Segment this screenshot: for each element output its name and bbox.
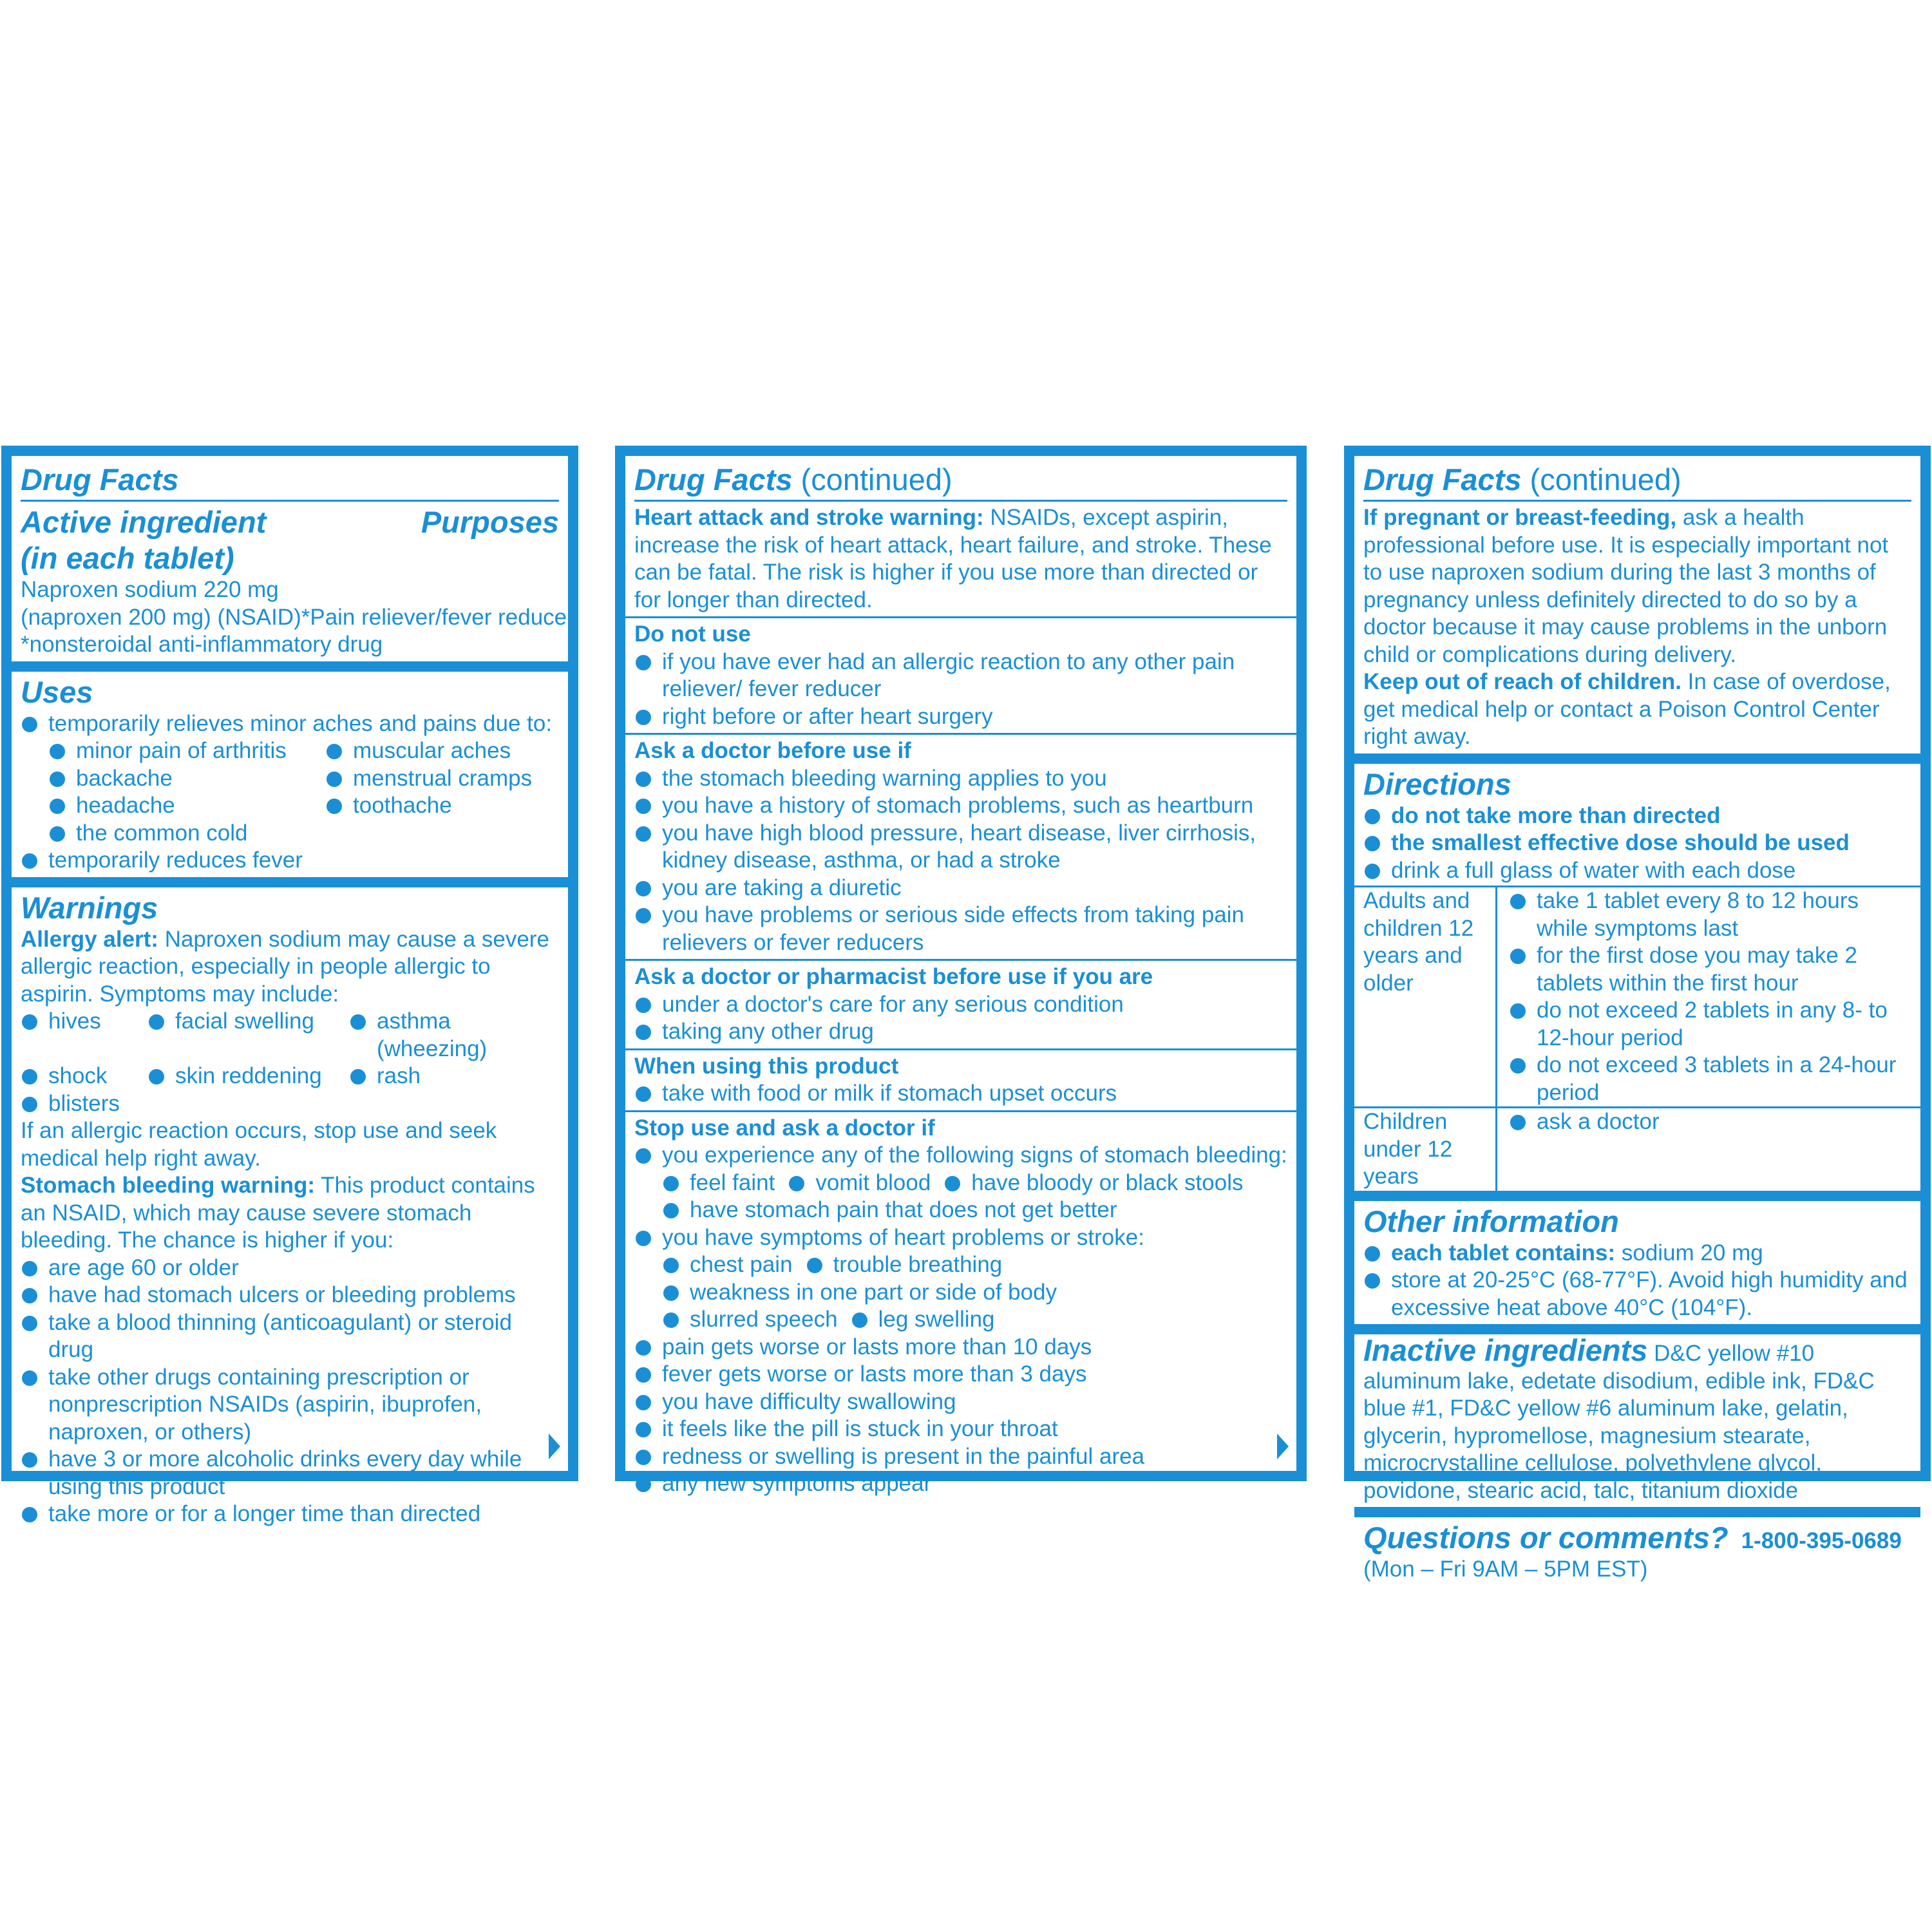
hours: (Mon – Fri 9AM – 5PM EST) xyxy=(1363,1557,1648,1582)
divider xyxy=(12,877,568,887)
active-ingredient-heading-line2: (in each tablet) xyxy=(21,541,234,575)
list-item: ask a doctor xyxy=(1509,1108,1914,1136)
inactive-ingredients-text: D&C yellow #10 aluminum lake, edetate disodium, edible ink, FD&C blue #1, FD&C yellow #6 aluminum lake, gelatin, glycerin, hypromellose, magnesium stearate, microcrystalline cellulose, polyethylene glycol, povidone, stearic acid, talc, titanium dioxide xyxy=(1363,1341,1875,1503)
active-ingredient-header xyxy=(21,504,559,576)
pregnancy-warning xyxy=(1363,504,1911,668)
list-item: have stomach pain that does not get better xyxy=(662,1197,1287,1224)
directions-table xyxy=(1354,886,1920,1191)
list-item: the common cold xyxy=(48,820,325,848)
list-item: right before or after heart surgery xyxy=(634,703,1287,731)
list-item: you have problems or serious side effects from taking pain relievers or fever reducers xyxy=(634,902,1287,956)
divider xyxy=(625,616,1296,618)
list-item: fever gets worse or lasts more than 3 days xyxy=(634,1361,1287,1388)
continued-label: (continued) xyxy=(1521,462,1681,497)
divider xyxy=(1354,1191,1920,1201)
stomach-text: This product contains an NSAID, which may cause severe stomach bleeding. The chance is higher if you: xyxy=(21,1173,535,1253)
purpose-text: Pain reliever/fever reducer xyxy=(310,604,574,630)
divider xyxy=(625,1048,1296,1050)
drug-facts-panel-2 xyxy=(615,446,1307,1496)
keep-out-text: In case of overdose, get medical help or contact a Poison Control Center right away. xyxy=(1363,669,1891,749)
uses-heading: Uses xyxy=(21,674,93,709)
list-item: take more or for a longer time than directed xyxy=(21,1501,559,1528)
divider xyxy=(1354,753,1920,764)
uses-intro: temporarily relieves minor aches and pains due to: xyxy=(21,710,559,738)
list-item: you experience any of the following signs of stomach bleeding: xyxy=(634,1142,1287,1170)
stomach-list xyxy=(21,1255,559,1528)
stop-use-heading: Stop use and ask a doctor if xyxy=(634,1115,935,1141)
divider xyxy=(625,733,1296,735)
list-item: take other drugs containing prescription or nonprescription NSAIDs (aspirin, ibuprofen, naproxen, or others) xyxy=(21,1364,559,1446)
keep-out-warning xyxy=(1363,668,1911,751)
adults-label: Adults and children 12 years and older xyxy=(1354,887,1497,1106)
divider xyxy=(1354,1507,1920,1517)
list-item: for the first dose you may take 2 tablets within the first hour xyxy=(1509,942,1914,997)
list-item: you have high blood pressure, heart disease, liver cirrhosis, kidney disease, asthma, or had a stroke xyxy=(634,820,1287,875)
each-tablet-label: each tablet contains: xyxy=(1391,1240,1616,1265)
ingredient-line1: Naproxen sodium 220 mg xyxy=(21,577,279,602)
questions-row xyxy=(1363,1520,1911,1556)
bleed-signs xyxy=(662,1170,1287,1197)
continue-arrow-icon xyxy=(549,1434,560,1459)
list-item: you are taking a diuretic xyxy=(634,875,1287,902)
footnote: *nonsteroidal anti-inflammatory drug xyxy=(21,632,383,657)
warnings-heading: Warnings xyxy=(21,890,158,925)
divider xyxy=(625,959,1296,961)
drug-facts-title-text: Drug Facts xyxy=(1363,462,1522,497)
heart-signs-3 xyxy=(662,1306,1287,1334)
list-item: redness or swelling is present in the painful area xyxy=(634,1443,1287,1471)
list-item: asthma (wheezing) xyxy=(349,1008,559,1063)
symptoms-list xyxy=(21,1008,559,1117)
list-item: have 3 or more alcoholic drinks every day while using this product xyxy=(21,1446,559,1501)
drug-facts-title xyxy=(634,461,1287,498)
list-item: take 1 tablet every 8 to 12 hours while symptoms last xyxy=(1509,887,1914,942)
divider xyxy=(625,1110,1296,1112)
pregnancy-label: If pregnant or breast-feeding, xyxy=(1363,505,1677,530)
uses-list xyxy=(48,737,559,847)
list-item: rash xyxy=(349,1063,559,1090)
inactive-ingredients-heading: Inactive ingredients xyxy=(1363,1333,1648,1367)
ingredient-purpose-row xyxy=(21,604,574,632)
keep-out-label: Keep out of reach of children. xyxy=(1363,669,1681,694)
list-item: taking any other drug xyxy=(634,1018,1287,1046)
ingredient-line2: (naproxen 200 mg) (NSAID)* xyxy=(21,604,310,630)
children-label: Children under 12 years xyxy=(1354,1106,1497,1191)
active-ingredient-heading xyxy=(21,504,266,576)
list-item: the smallest effective dose should be used xyxy=(1363,829,1911,857)
do-not-use-heading: Do not use xyxy=(634,621,751,647)
list-item: take a blood thinning (anticoagulant) or steroid drug xyxy=(21,1309,559,1364)
when-using-heading: When using this product xyxy=(634,1053,899,1079)
list-item: leg swelling xyxy=(851,1306,995,1334)
list-item: feel faint xyxy=(662,1170,775,1197)
list-item: shock xyxy=(21,1063,147,1090)
list-item: are age 60 or older xyxy=(21,1255,559,1282)
questions-heading: Questions or comments? xyxy=(1363,1520,1728,1555)
ask-pharmacist-heading: Ask a doctor or pharmacist before use if you are xyxy=(634,964,1153,989)
list-item: toothache xyxy=(325,792,532,820)
ask-doctor-heading: Ask a doctor before use if xyxy=(634,738,911,763)
list-item: muscular aches xyxy=(325,737,532,765)
drug-facts-title xyxy=(1363,461,1911,498)
list-item: minor pain of arthritis xyxy=(48,737,325,765)
list-item: skin reddening xyxy=(147,1063,349,1090)
list-item xyxy=(1363,1240,1911,1267)
adults-instructions xyxy=(1497,887,1920,1106)
divider xyxy=(12,661,568,672)
stomach-warning xyxy=(21,1172,559,1255)
allergy-after: If an allergic reaction occurs, stop use and seek medical help right away. xyxy=(21,1118,497,1171)
active-ingredient-heading-line1: Active ingredient xyxy=(21,505,267,539)
list-item: store at 20-25°C (68-77°F). Avoid high humidity and excessive heat above 40°C (104°F). xyxy=(1363,1267,1911,1321)
list-item: hives xyxy=(21,1008,147,1063)
allergy-text: Naproxen sodium may cause a severe allergic reaction, especially in people allergic to aspirin. Symptoms may include: xyxy=(21,926,549,1007)
divider xyxy=(1363,500,1911,502)
other-information-heading: Other information xyxy=(1363,1204,1619,1238)
uses-col2 xyxy=(325,737,532,847)
list-item: it feels like the pill is stuck in your throat xyxy=(634,1416,1287,1443)
list-item: do not exceed 3 tablets in a 24-hour period xyxy=(1509,1052,1914,1106)
list-item: slurred speech xyxy=(662,1306,838,1334)
uses-col1 xyxy=(48,737,325,847)
heart-text: NSAIDs, except aspirin, increase the risk of heart attack, heart failure, and stroke. These can be fatal. The risk is higher if you use more than directed or for longer than directed. xyxy=(634,505,1272,612)
list-item: trouble breathing xyxy=(806,1251,1003,1279)
list-item: weakness in one part or side of body xyxy=(662,1279,1287,1307)
list-item: do not exceed 2 tablets in any 8- to 12-hour period xyxy=(1509,997,1914,1052)
allergy-alert xyxy=(21,926,559,1009)
list-item: you have symptoms of heart problems or stroke: xyxy=(634,1224,1287,1252)
list-item: pain gets worse or lasts more than 10 days xyxy=(634,1334,1287,1361)
directions-heading: Directions xyxy=(1363,766,1511,801)
list-item: menstrual cramps xyxy=(325,765,532,793)
list-item: the stomach bleeding warning applies to you xyxy=(634,765,1287,793)
list-item: headache xyxy=(48,792,325,820)
divider xyxy=(634,500,1287,502)
drug-facts-panel-3 xyxy=(1344,446,1931,1582)
drug-facts-title-text: Drug Facts xyxy=(634,462,793,497)
divider xyxy=(21,500,559,502)
purposes-heading: Purposes xyxy=(421,505,559,539)
list-item: chest pain xyxy=(662,1251,793,1279)
heart-label: Heart attack and stroke warning: xyxy=(634,505,984,530)
list-item: under a doctor's care for any serious condition xyxy=(634,991,1287,1019)
inactive-ingredients xyxy=(1363,1333,1911,1504)
stomach-label: Stomach bleeding warning: xyxy=(21,1173,315,1198)
phone-number: 1-800-395-0689 xyxy=(1741,1528,1902,1553)
list-item: take with food or milk if stomach upset occurs xyxy=(634,1080,1287,1108)
list-item: backache xyxy=(48,765,325,793)
children-instructions xyxy=(1497,1106,1920,1191)
allergy-label: Allergy alert: xyxy=(21,926,158,952)
pregnancy-text: ask a health professional before use. It is especially important not to use naproxen sodium during the last 3 months of pregnancy unless definitely directed to do so by a doctor because it may cause problems in the unborn child or complications during delivery. xyxy=(1363,505,1889,667)
list-item: blisters xyxy=(21,1090,147,1118)
list-item: facial swelling xyxy=(147,1008,349,1063)
list-item: you have a history of stomach problems, such as heartburn xyxy=(634,792,1287,820)
drug-facts-panel-1 xyxy=(1,446,578,1526)
heart-warning xyxy=(634,504,1287,614)
list-item: you have difficulty swallowing xyxy=(634,1388,1287,1416)
list-item: have bloody or black stools xyxy=(943,1170,1243,1197)
each-tablet-text: sodium 20 mg xyxy=(1615,1240,1763,1265)
list-item: do not take more than directed xyxy=(1363,802,1911,830)
list-item: if you have ever had an allergic reaction to any other pain reliever/ fever reducer xyxy=(634,649,1287,703)
heart-signs-1 xyxy=(662,1251,1287,1279)
list-item: vomit blood xyxy=(788,1170,931,1197)
list-item: any new symptoms appear xyxy=(634,1470,1287,1498)
continue-arrow-icon xyxy=(1277,1434,1289,1459)
list-item: have had stomach ulcers or bleeding problems xyxy=(21,1282,559,1309)
uses-fever: temporarily reduces fever xyxy=(21,847,559,875)
list-item: drink a full glass of water with each dose xyxy=(1363,857,1911,885)
continued-label: (continued) xyxy=(792,462,952,497)
drug-facts-title: Drug Facts xyxy=(21,462,179,497)
